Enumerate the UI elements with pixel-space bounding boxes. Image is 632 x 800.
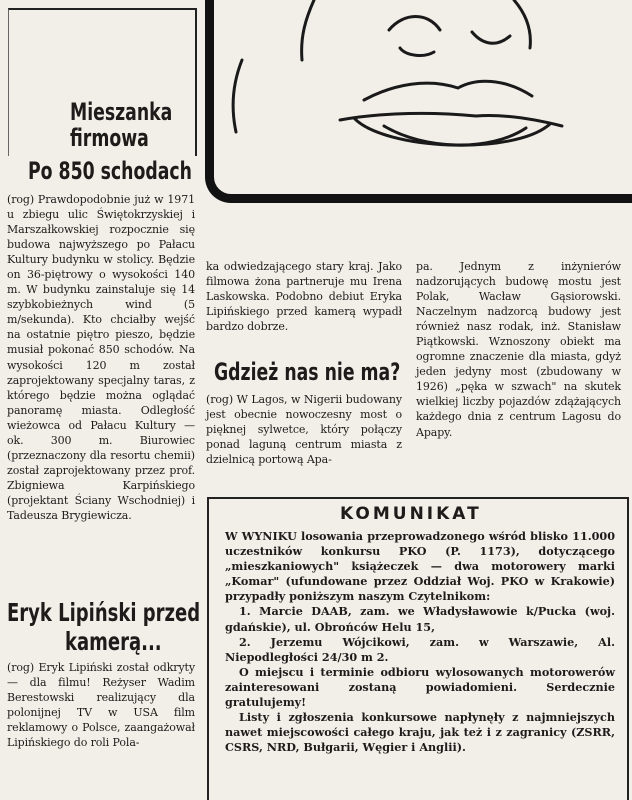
komunikat-title: KOMUNIKAT [340,504,482,524]
article-text-eryk-lipinski-col1: (rog) Eryk Lipiński został odkryty — dla filmu! Reżyser Wadim Berestowski realizujący dla polonijnej TV w USA film reklamowy o Polsce, zaangażował Lipińskiego do roli Pola- [7,661,195,750]
komunikat-text [225,529,615,755]
article-text-gdziez-col2: (rog) W Lagos, w Nigerii budowany jest obecnie nowoczesny most o pięknej sylwetce, który połączy ponad laguną centrum miasta z dzielnicą portową Apa- [206,393,402,467]
komunikat-winner-1: 1. Marcie DAAB, zam. we Władysławowie k/Pucka (woj. gdańskie), ul. Obrońców Helu 15, [225,604,615,634]
komunikat-winner-2: 2. Jerzemu Wójcikowi, zam. w Warszawie, Al. Niepodległości 24/30 m 2. [225,634,615,664]
komunikat-paragraph-1: W WYNIKU losowania przeprowadzonego wśród blisko 11.000 uczestników konkursu PKO (P. 1173), dotyczącego „mieszkaniowych" książeczek — dwa motorowery marki „Komar" (ufundowane przez Oddział Woj. PKO w Krakowie) przypadły poniższym naszym Czytelnikom: [225,529,615,604]
illustration-frame [205,0,632,203]
article-title-po-850-schodach: Po 850 schodach [28,157,192,185]
article-text-eryk-lipinski-col2: ka odwiedzającego stary kraj. Jako filmowa żona partneruje mu Irena Laskowska. Podobno debiut Eryka Lipińskiego przed kamerą wypadł bardzo dobrze. [206,260,402,334]
article-title-eryk-lipinski-line1: Eryk Lipiński przed [7,598,201,627]
komunikat-paragraph-3: Listy i zgłoszenia konkursowe napłynęły z najmniejszych nawet miejscowości całego kraju, jak też i z zagranicy (ZSRR, CSRS, NRD, Bułgarii, Węgier i Anglii). [225,710,615,755]
komunikat-paragraph-2: O miejscu i terminie odbioru wylosowanych motorowerów zainteresowani zostaną powiadomieni. Serdecznie gratulujemy! [225,664,615,710]
section-header-line2: firmowa [70,124,149,152]
article-title-eryk-lipinski-line2: kamerą... [65,627,162,656]
article-text-gdziez-col3: pa. Jednym z inżynierów nadzorujących budowę mostu jest Polak, Wacław Gąsiorowski. Naczelnym nadzorcą budowy jest również nasz rodak, inż. Stanisław Piątkowski. Wznoszony obiekt ma ogromne znaczenie dla miasta, gdyż jeden jedyny most (zbudowany w 1926) „pęka w szwach" na skutek wielkiej liczby pojazdów zdążających każdego dnia z centrum Lagosu do Apapy. [416,260,621,439]
article-title-gdziez-nas-nie-ma: Gdzież nas nie ma? [214,358,401,386]
face-illustration [214,0,632,194]
section-header-line1: Mieszanka [70,98,173,126]
article-text-po-850-schodach: (rog) Prawdopodobnie już w 1971 u zbiegu ulic Świętokrzyskiej i Marszałkowskiej rozpocznie się budowa najwyższego po Pałacu Kultury budynku w stolicy. Będzie on 36-piętrowy o wysokości 140 m. W budynku zainstaluje się 14 szybkobieżnych wind (5 m/sekunda). Kto chciałby wejść na ostatnie piętro pieszo, będzie musiał pokonać 850 schodów. Na wysokości 120 m został zaprojektowany specjalny taras, z którego będzie można oglądać panoramę miasta. Odległość wieżowca od Pałacu Kultury — ok. 300 m. Biurowiec (przeznaczony dla resortu chemii) został zaprojektowany przez prof. Zbigniewa Karpińskiego (projektant Ściany Wschodniej) i Tadeusza Brygiewicza. [7,193,195,522]
